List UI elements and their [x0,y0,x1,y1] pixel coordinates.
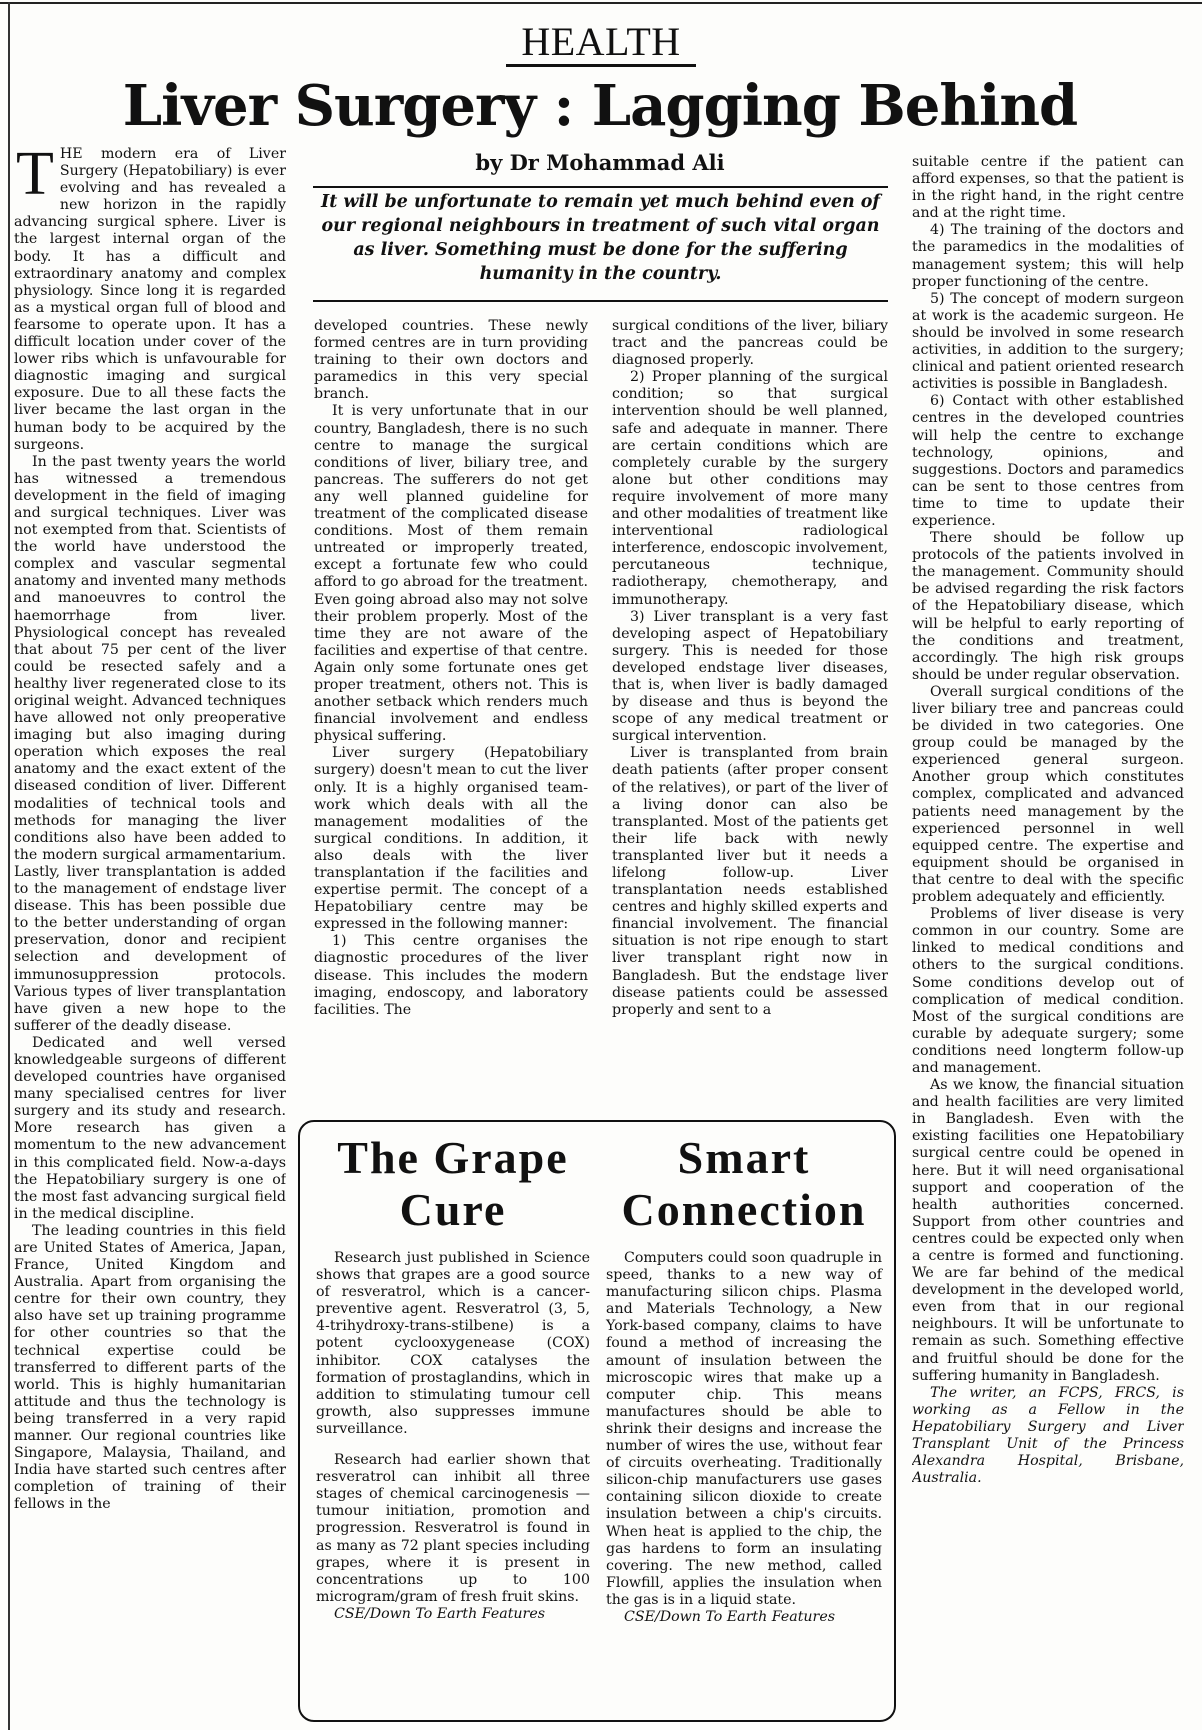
article-paragraph: 2) Proper planning of the surgical condition; so that surgical intervention should be well planned, safe and adequate in manner. There are certain conditions which are completely curable by the surgery alone but other conditions may require involvement of more many and other modalities of treatment like interventional radiological interference, endoscopic involvement, percutaneous technique, radiotherapy, chemotherapy, and immunotherapy. [612,369,888,608]
article-paragraph: Dedicated and well versed knowledgeable surgeons of different developed countries have organised many specialised centres for liver surgery and its study and research. More research has given a momentum to the new advancement in this complicated field. Now-a-days the Hepatobiliary surgery is one of the most fast advancing surgical field in the medical discipline. [14,1034,286,1222]
article-paragraph: The leading countries in this field are United States of America, Japan, France, United Kingdom and Australia. Apart from organising the centre for their own country, they also have set up training programme for other countries so that the technical expertise could be transferred to different parts of the world. This is highly humanitarian attitude and thus the technology is being transferred in a very rapid manner. Our regional countries like Singapore, Malaysia, Thailand, and India have started such centres after completion of training of their fellows in the [14,1222,286,1513]
headline: Liver Surgery : Lagging Behind [122,73,1078,139]
article-paragraph: 1) This centre organises the diagnostic procedures of the liver disease. This includes the modern imaging, endoscopy, and laboratory facilities. The [314,933,588,1018]
article-paragraph: THE modern era of Liver Surgery (Hepatobiliary) is ever evolving and has revealed a new horizon in the rapidly advancing surgical sphere. Liver is the largest internal organ of the body. It has a difficult and extraordinary anatomy and complex physiology. Since long it is regarded as a mystical organ full of blood and fearsome to operate upon. It has a difficult location under cover of the lower ribs which is unfavourable for diagnostic imaging and surgical exposure. Due to all these facts the liver became the last organ in the human body to be acquired by the surgeons. [14,146,286,453]
left-rule [8,2,10,1730]
article-column-1 [14,146,286,1726]
article-paragraph: As we know, the financial situation and health facilities are very limited in Bangladesh. Even with the existing facilities one Hepatobiliary surgical centre could be opened in here. But it will need organisational support and cooperation of the health authorities concerned. Support from other countries and centres could be expected only when a centre is formed and functioning. We are far behind of the medical development in the developed world, even from that in our regional neighbours. It will be unfortunate to remain as such. Something effective and fruitful should be done for the suffering humanity in Bangladesh. [912,1077,1184,1384]
story-paragraph: Computers could soon quadruple in speed, thanks to a new way of manufacturing silicon chips. Plasma and Materials Technology, a New York-based company, claims to have found a method of increasing the amount of insulation between the microscopic wires that make up a computer chip. This means manufactures should be able to shrink their designs and increase the number of wires the use, without fear of circuits overheating. Traditionally silicon-chip manufacturers use gases containing silicon dioxide to create insulation between a chip's circuits. When heat is applied to the chip, the gas hardens to form an insulating covering. The new method, called Flowfill, applies the insulation when the gas is in a liquid state. [606,1250,882,1608]
smart-connection-body [606,1250,882,1626]
section-label: HEALTH [506,20,696,67]
article-paragraph: 5) The concept of modern surgeon at work is the academic surgeon. He should be involved in some research activities, in addition to the surgery; clinical and patient oriented research activities is possible in Bangladesh. [912,290,1184,393]
article-paragraph: 6) Contact with other established centres in the developed countries will help the centre to exchange technology, opinions, and suggestions. Doctors and paramedics can be sent to those centres from time to time to update their experience. [912,393,1184,529]
article-paragraph: Overall surgical conditions of the liver biliary tree and pancreas could be divided in two categories. One group could be managed by the experienced general surgeon. Another group which constitutes complex, complicated and advanced patients need management by the experienced personnel in well equipped centre. The expertise and equipment should be organised in that centre to deal with the specific problem adequately and efficiently. [912,683,1184,906]
article-paragraph: surgical conditions of the liver, biliary tract and the pancreas could be diagnosed properly. [612,318,888,369]
article-paragraph: 3) Liver transplant is a very fast developing aspect of Hepatobiliary surgery. This is needed for those developed endstage liver diseases, that is, when liver is badly damaged by disease and thus is beyond the scope of any medical treatment or surgical intervention. [612,608,888,745]
article-paragraph: 4) The training of the doctors and the paramedics in the modalities of management system; this will help proper functioning of the centre. [912,222,1184,290]
article-paragraph: There should be follow up protocols of the patients involved in the management. Community should be advised regarding the risk factors of the Hepatobiliary disease, which will be helpful to early reporting of the conditions and treatment, accordingly. The high risk groups should be under regular observation. [912,530,1184,683]
article-paragraph: In the past twenty years the world has witnessed a tremendous development in the field of imaging and surgical techniques. Liver was not exempted from that. Scientists of the world have understood the complex and vascular segmental anatomy and invented many methods and manoeuvres to control the haemorrhage from liver. Physiological concept has revealed that about 75 per cent of the liver could be resected safely and a healthy liver regenerated close to its original weight. Advanced techniques have allowed not only preoperative imaging but also imaging during operation which exposes the real anatomy and the exact extent of the diseased condition of liver. Different modalities of technical tools and methods for managing the liver conditions also have been added to the modern surgical armamentarium. Lastly, liver transplantation is added to the management of endstage liver disease. This has been possible due to the better understanding of organ preservation, donor and recipient selection and development of immunosuppression protocols. Various types of liver transplantation have given a new hope to the sufferer of the deadly disease. [14,453,286,1034]
article-paragraph: Problems of liver disease is very common in our country. Some are linked to medical conditions and others to the surgical conditions. Some conditions develop out of complication of medical condition. Most of the surgical conditions are curable by adequate surgery; some conditions need longterm follow-up and management. [912,906,1184,1076]
article-paragraph: It is very unfortunate that in our country, Bangladesh, there is no such centre to manage the surgical conditions of liver, biliary tree, and pancreas. The sufferers do not get any well planned guideline for treatment of the complicated disease conditions. Most of them remain untreated or improperly treated, except a fortunate few who could afford to go abroad for the treatment. Even going abroad also may not solve their problem properly. Most of the time they are not aware of the facilities and expertise of that centre. Again only some fortunate ones get proper treatment, others not. This is another setback which renders much financial involvement and endless physical suffering. [314,403,588,745]
article-column-2 [314,318,588,1108]
smart-connection-story [606,1132,882,1712]
story-paragraph: Research just published in Science shows that grapes are a good source of resveratrol, which is a cancer-preventive agent. Resveratrol (3, 5, 4-trihydroxy-trans-stilbene) is a potent cyclooxygenease (COX) inhibitor. COX catalyses the formation of prostaglandins, which in addition to stimulating tumour cell growth, also suppresses immune surveillance. [316,1250,590,1437]
grape-cure-story [316,1132,590,1712]
author-note: The writer, an FCPS, FRCS, is working as a Fellow in the Hepatobiliary Surgery and Liver Transplant Unit of the Princess Alexandra Hospital, Brisbane, Australia. [912,1384,1184,1487]
deck-top-rule [313,186,888,188]
deck: It will be unfortunate to remain yet much behind even of our regional neighbours in treatment of such vital organ as liver. Something must be done for the suffering humanity in the country. [313,190,888,302]
grape-cure-title: The Grape Cure [337,1132,569,1235]
article-paragraph: Liver is transplanted from brain death patients (after proper consent of the relatives), or part of the liver of a living donor can also be transplanted. Most of the patients get their life back with newly transplanted liver but it needs a lifelong follow-up. Liver transplantation needs established centres and highly skilled experts and financial involvement. The financial situation is not ripe enough to start liver transplant right now in Bangladesh. But the endstage liver disease patients could be assessed properly and sent to a [612,745,888,1018]
dropcap: T [16,146,54,208]
top-rule [0,2,1202,4]
article-paragraph: developed countries. These newly formed centres are in turn providing training to their own doctors and paramedics in this very special branch. [314,318,588,403]
byline: by Dr Mohammad Ali [475,150,725,175]
story-credit: CSE/Down To Earth Features [624,1608,835,1625]
article-paragraph: suitable centre if the patient can afford expenses, so that the patient is in the right hand, in the right centre and at the right time. [912,154,1184,222]
smart-connection-title: Smart Connection [621,1132,867,1235]
article-paragraph: Liver surgery (Hepatobiliary surgery) doesn't mean to cut the liver only. It is a highly organised team-work which deals with all the management modalities of the surgical conditions. In addition, it also deals with the liver transplantation if the facilities and expertise permit. The concept of a Hepatobiliary centre may be expressed in the following manner: [314,745,588,933]
article-column-3 [612,318,888,1108]
story-credit: CSE/Down To Earth Features [334,1605,545,1622]
grape-cure-body [316,1250,590,1623]
story-paragraph: Research had earlier shown that resveratrol can inhibit all three stages of chemical carcinogenesis — tumour initiation, promotion and progression. Resveratrol is found in as many as 72 plant species including grapes, where it is present in concentrations up to 100 microgram/gram of fresh fruit skins. [316,1452,590,1605]
sidebar-box [298,1120,896,1722]
article-column-4 [912,154,1184,1728]
